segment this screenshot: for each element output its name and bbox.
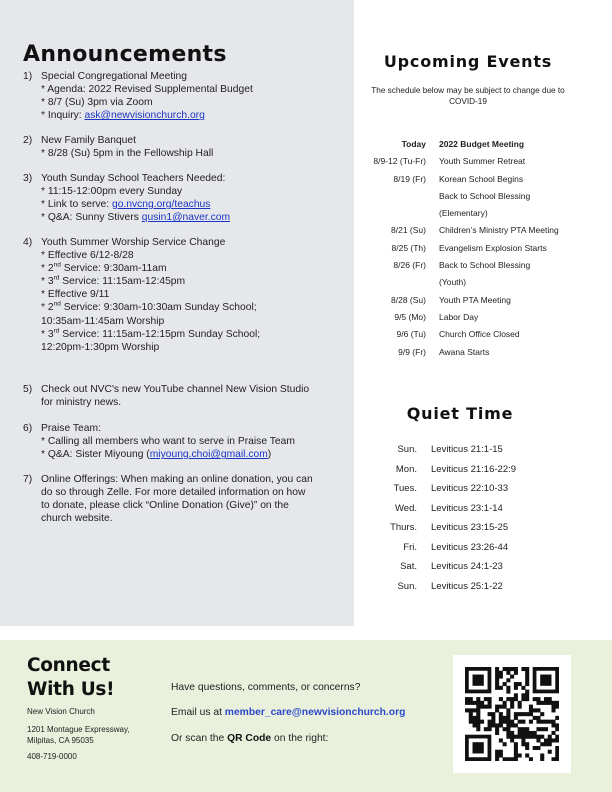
event-name: (Youth): [439, 277, 467, 288]
item-detail: * Inquiry: ask@newvisionchurch.org: [41, 110, 205, 122]
event-row: [356, 344, 596, 361]
quiet-time-row: [370, 499, 570, 519]
event-row: [356, 274, 596, 291]
events-table: [356, 136, 596, 361]
item-detail: * 8/7 (Su) 3pm via Zoom: [41, 97, 153, 109]
item-detail: * Q&A: Sunny Stivers qusin1@naver.com: [41, 212, 231, 224]
quiet-time-row: [370, 518, 570, 538]
item-detail: * 11:15-12:00pm every Sunday: [41, 186, 183, 198]
item-detail: * 2nd Service: 9:30am-10:30am Sunday School;: [41, 301, 257, 314]
announcement-item: [23, 473, 343, 525]
quiet-time-day: Fri.: [403, 541, 417, 553]
item-detail: * Calling all members who want to serve in Praise Team: [41, 436, 295, 448]
item-heading: Check out NVC's new YouTube channel New Vision Studio: [41, 384, 310, 395]
event-date: [356, 274, 439, 291]
event-date: 8/19 (Fr): [393, 173, 426, 184]
event-name: Church Office Closed: [439, 329, 520, 340]
item-detail: * 8/28 (Su) 5pm in the Fellowship Hall: [41, 148, 214, 160]
quiet-time-passage: Leviticus 24:1-23: [431, 561, 503, 572]
event-row: [356, 292, 596, 309]
event-name: Labor Day: [439, 311, 479, 322]
item-detail-continued: 12:20pm-1:30pm Worship: [41, 341, 160, 353]
qa-email-link[interactable]: qusin1@naver.com: [141, 212, 231, 224]
item-number: 7): [23, 474, 33, 485]
event-date: 9/6 (Tu): [396, 329, 426, 340]
item-detail: * Effective 9/11: [41, 289, 110, 301]
item-number: 3): [23, 173, 33, 184]
event-date: 8/26 (Fr): [393, 260, 426, 271]
item-number: 5): [23, 384, 33, 395]
quiet-time-day: Tues.: [393, 483, 417, 494]
connect-title: Connect With Us!: [27, 655, 115, 700]
events-header-row: [356, 136, 596, 153]
item-heading-continued: church website.: [41, 513, 113, 525]
event-date: 8/9-12 (Tu-Fr): [373, 156, 426, 167]
event-date: Today: [401, 139, 426, 149]
item-detail: * 2nd Service: 9:30am-11am: [41, 261, 167, 275]
quiet-time-table: [370, 440, 570, 596]
item-heading: Youth Summer Worship Service Change: [41, 237, 226, 248]
item-heading-continued: for ministry news.: [41, 397, 122, 409]
event-row: [356, 188, 596, 205]
quiet-time-title: Quiet Time: [406, 404, 514, 423]
contact-question: Have questions, comments, or concerns?: [171, 682, 361, 693]
church-name: New Vision Church: [27, 707, 95, 716]
announcement-item: [23, 172, 343, 224]
quiet-time-passage: Leviticus 21:1-15: [431, 444, 503, 455]
event-date: 9/5 (Mo): [394, 311, 426, 322]
item-heading: New Family Banquet: [41, 135, 136, 146]
church-address: 1201 Montague Expressway, Milpitas, CA 95035: [27, 725, 130, 745]
qr-code-icon[interactable]: [453, 655, 571, 773]
announcements-title: Announcements: [23, 42, 227, 67]
quiet-time-row: [370, 538, 570, 558]
item-heading: Online Offerings: When making an online donation, you can: [41, 474, 313, 485]
quiet-time-day: Mon.: [395, 463, 417, 475]
item-detail-continued: 10:35am-11:45am Worship: [41, 315, 165, 327]
item-heading: Praise Team:: [41, 423, 101, 434]
event-name: Youth Summer Retreat: [439, 156, 526, 167]
quiet-time-row: [370, 557, 570, 577]
event-name: Back to School Blessing: [439, 260, 531, 271]
event-row: [356, 257, 596, 274]
upcoming-events-title: Upcoming Events: [383, 52, 553, 71]
event-name: Children’s Ministry PTA Meeting: [439, 225, 559, 236]
announcement-item: [23, 422, 343, 461]
quiet-time-passage: Leviticus 23:26-44: [431, 541, 509, 553]
event-row: [356, 153, 596, 170]
event-name: Evangelism Explosion Starts: [439, 242, 547, 253]
event-date: 8/25 (Th): [391, 242, 426, 253]
item-heading-continued: to donate, please click “Online Donation (Give)” on the: [41, 500, 289, 512]
event-row: [356, 171, 596, 188]
item-heading: Special Congregational Meeting: [41, 71, 187, 82]
quiet-time-row: [370, 479, 570, 499]
item-number: 2): [23, 135, 33, 146]
quiet-time-passage: Leviticus 23:1-14: [431, 502, 503, 514]
quiet-time-day: Sun.: [397, 444, 417, 455]
event-name: Awana Starts: [439, 346, 490, 357]
quiet-time-day: Thurs.: [390, 522, 417, 533]
event-name: Korean School Begins: [439, 173, 524, 184]
event-name: (Elementary): [439, 208, 488, 219]
quiet-time-row: [370, 440, 570, 460]
event-date: [356, 205, 439, 222]
item-number: 1): [23, 71, 33, 82]
event-name: Back to School Blessing: [439, 190, 531, 201]
event-row: [356, 205, 596, 222]
announcement-item: [23, 70, 343, 122]
quiet-time-passage: Leviticus 23:15-25: [431, 522, 509, 533]
connect-footer: [0, 640, 612, 792]
item-detail: * Link to serve: go.nvcng.org/teachus: [41, 199, 211, 211]
quiet-time-day: Wed.: [394, 502, 417, 514]
event-row: [356, 240, 596, 257]
church-phone: 408-719-0000: [27, 752, 77, 761]
member-care-email-link[interactable]: member_care@newvisionchurch.org: [224, 707, 406, 718]
praise-team-email-link[interactable]: miyoung.choi@gmail.com: [149, 449, 268, 461]
item-number: 6): [23, 423, 33, 434]
quiet-time-row: [370, 577, 570, 597]
contact-email-line: Email us at member_care@newvisionchurch.org: [171, 707, 406, 718]
inquiry-email-link[interactable]: ask@newvisionchurch.org: [84, 110, 205, 122]
item-detail: * Q&A: Sister Miyoung (miyoung.choi@gmail.com): [41, 449, 272, 461]
item-detail: * Effective 6/12-8/28: [41, 250, 134, 262]
event-date: [356, 188, 439, 205]
event-date: 8/21 (Su): [391, 225, 426, 236]
item-detail: * 3rd Service: 11:15am-12:45pm: [41, 274, 186, 288]
qr-instruction: Or scan the QR Code on the right:: [171, 733, 329, 744]
event-row: [356, 309, 596, 326]
item-heading-continued: do so through Zelle. For more detailed information on how: [41, 487, 306, 499]
quiet-time-passage: Leviticus 21:16-22:9: [431, 463, 517, 475]
item-heading: Youth Sunday School Teachers Needed:: [41, 173, 226, 184]
event-name: 2022 Budget Meeting: [439, 139, 525, 149]
quiet-time-row: [370, 460, 570, 480]
announcement-item: [23, 383, 343, 409]
quiet-time-day: Sat.: [400, 561, 417, 572]
event-date: 8/28 (Su): [391, 294, 426, 305]
quiet-time-day: Sun.: [397, 580, 417, 592]
event-name: Youth PTA Meeting: [439, 294, 511, 305]
teach-us-link[interactable]: go.nvcng.org/teachus: [111, 199, 211, 211]
event-date: 9/9 (Fr): [398, 346, 426, 357]
quiet-time-passage: Leviticus 25:1-22: [431, 580, 503, 592]
item-detail: * Agenda: 2022 Revised Supplemental Budget: [41, 84, 253, 96]
schedule-note: The schedule below may be subject to change due to COVID-19: [371, 86, 565, 106]
quiet-time-passage: Leviticus 22:10-33: [431, 483, 509, 494]
item-number: 4): [23, 237, 33, 248]
announcement-item: [23, 236, 343, 354]
announcement-item: [23, 134, 343, 160]
item-detail: * 3rd Service: 11:15am-12:15pm Sunday School;: [41, 327, 261, 340]
event-row: [356, 222, 596, 239]
event-row: [356, 326, 596, 343]
